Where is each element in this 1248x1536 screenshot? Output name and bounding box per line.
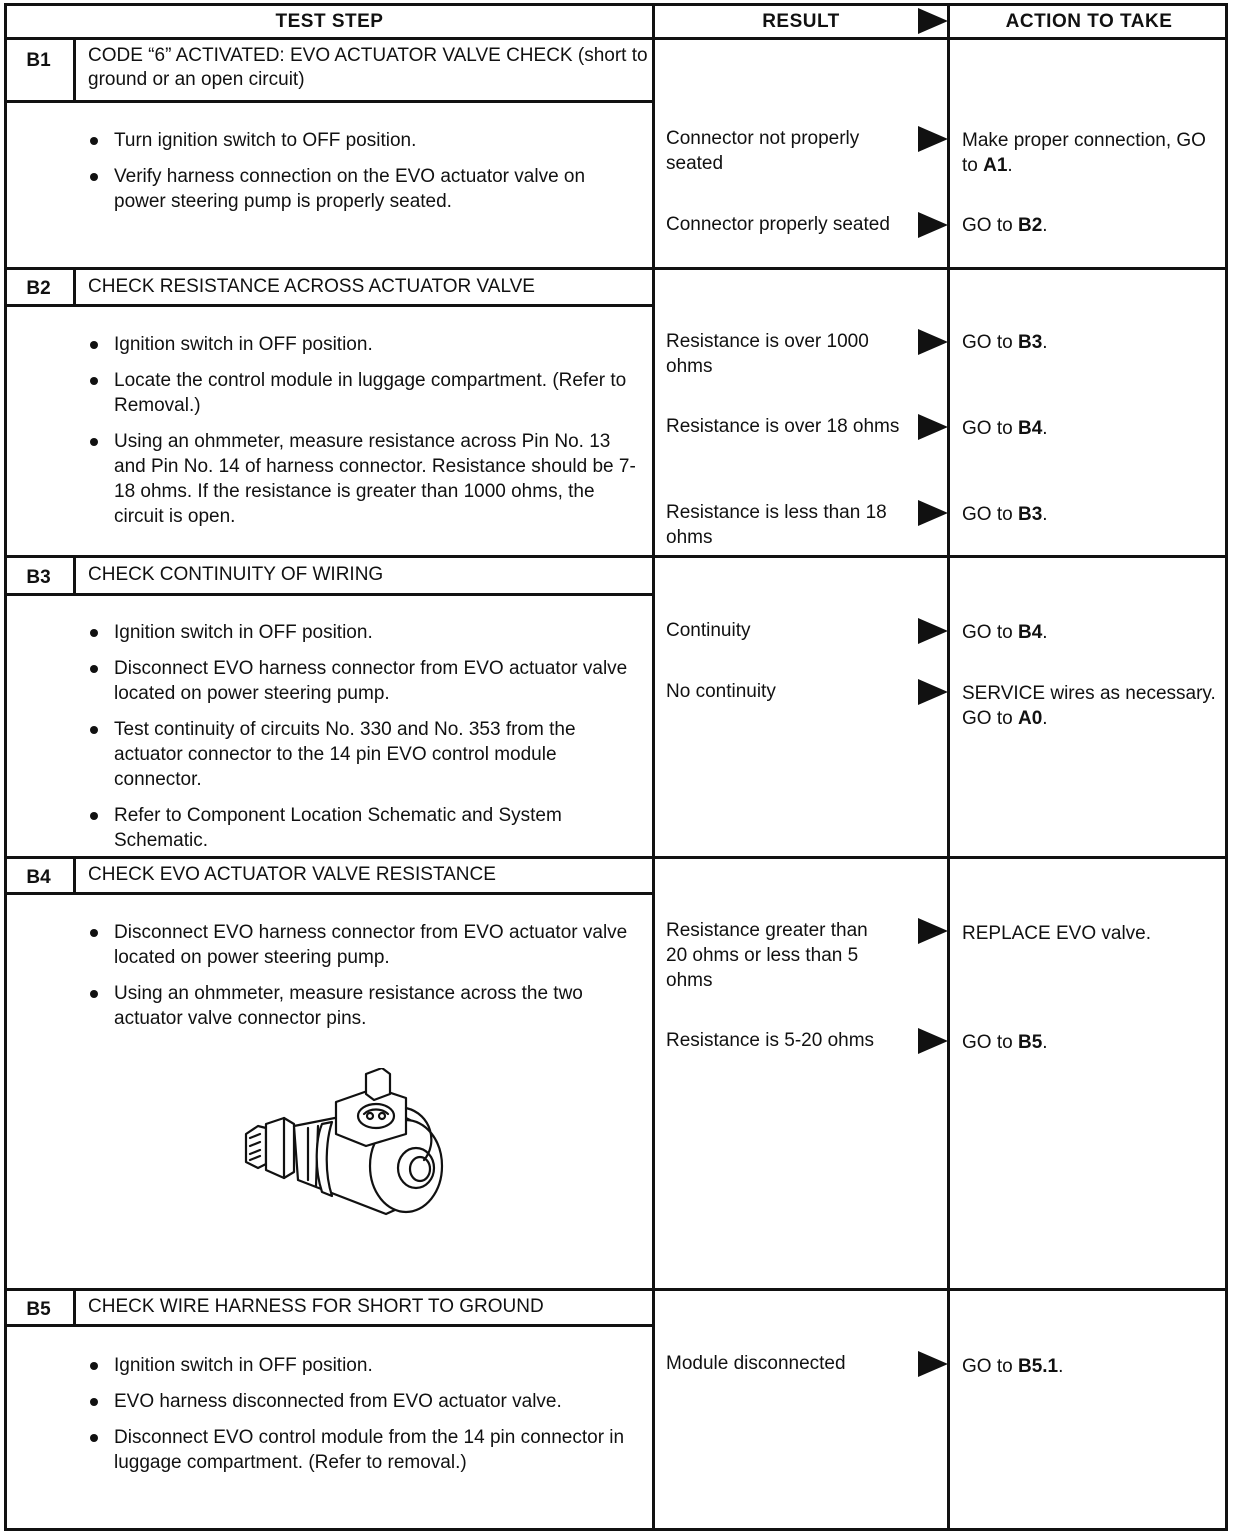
action-text: REPLACE EVO valve. bbox=[962, 923, 1152, 944]
arrow-icon bbox=[918, 126, 948, 152]
instruction-item: Verify harness connection on the EVO actuator valve on power steering pump is properly seated. bbox=[88, 164, 640, 214]
instruction-item: Test continuity of circuits No. 330 and No. 353 from the actuator connector to the 14 pin EVO control module connector. bbox=[88, 717, 640, 792]
instruction-item: Ignition switch in OFF position. bbox=[88, 620, 640, 645]
instruction-item: Refer to Component Location Schematic and System Schematic. bbox=[88, 803, 640, 853]
result-text: No continuity bbox=[666, 681, 776, 702]
instruction-item: Ignition switch in OFF position. bbox=[88, 1353, 640, 1378]
column-divider-result bbox=[652, 3, 655, 1531]
result-text: Resistance is over 1000 ohms bbox=[666, 331, 869, 377]
arrow-icon bbox=[918, 329, 948, 355]
step-id: B1 bbox=[4, 40, 76, 100]
instruction-item: EVO harness disconnected from EVO actuator valve. bbox=[88, 1389, 640, 1414]
action-text: GO to B3. bbox=[962, 504, 1048, 525]
instruction-item: Using an ohmmeter, measure resistance across Pin No. 13 and Pin No. 14 of harness connector. Resistance should be 7-18 ohms. If the resistance is greater than 1000 ohms, the circuit is open. bbox=[88, 429, 640, 529]
action-text: GO to B2. bbox=[962, 215, 1048, 236]
step-b5-instructions bbox=[88, 1353, 640, 1486]
instruction-item: Disconnect EVO control module from the 14 pin connector in luggage compartment. (Refer to removal.) bbox=[88, 1425, 640, 1475]
header-result: RESULT bbox=[762, 10, 840, 32]
action-text: Make proper connection, GO to A1. bbox=[962, 130, 1206, 176]
action-text: GO to B4. bbox=[962, 418, 1048, 439]
step-header-b3 bbox=[4, 558, 652, 596]
instruction-item: Locate the control module in luggage compartment. (Refer to Removal.) bbox=[88, 368, 640, 418]
instruction-item: Ignition switch in OFF position. bbox=[88, 332, 640, 357]
action-text: GO to B3. bbox=[962, 332, 1048, 353]
step-title: CHECK WIRE HARNESS FOR SHORT TO GROUND bbox=[88, 1296, 544, 1317]
result-text: Connector properly seated bbox=[666, 214, 890, 235]
arrow-icon bbox=[918, 618, 948, 644]
instruction-item: Turn ignition switch to OFF position. bbox=[88, 128, 640, 153]
arrow-icon bbox=[918, 1028, 948, 1054]
arrow-icon bbox=[918, 918, 948, 944]
result-text: Module disconnected bbox=[666, 1353, 846, 1374]
instruction-item: Disconnect EVO harness connector from EVO actuator valve located on power steering pump. bbox=[88, 656, 640, 706]
evo-actuator-valve-illustration bbox=[236, 1068, 456, 1228]
header-test-step: TEST STEP bbox=[275, 10, 384, 32]
step-b2-instructions bbox=[88, 332, 640, 540]
step-b1-instructions bbox=[88, 128, 640, 225]
step-title: CHECK EVO ACTUATOR VALVE RESISTANCE bbox=[88, 864, 496, 885]
result-text: Connector not properly seated bbox=[666, 128, 860, 174]
step-header-b4 bbox=[4, 859, 652, 895]
result-text: Resistance is less than 18 ohms bbox=[666, 502, 887, 548]
action-text: GO to B5.1. bbox=[962, 1356, 1064, 1377]
step-id: B4 bbox=[4, 859, 76, 892]
result-text: Resistance is over 18 ohms bbox=[666, 416, 900, 437]
step-id: B3 bbox=[4, 558, 76, 593]
arrow-icon bbox=[918, 212, 948, 238]
step-title: CODE “6” ACTIVATED: EVO ACTUATOR VALVE CHECK (short to ground or an open circuit) bbox=[88, 45, 648, 90]
arrow-icon bbox=[918, 1351, 948, 1377]
step-title: CHECK CONTINUITY OF WIRING bbox=[88, 564, 384, 585]
action-text: SERVICE wires as necessary. GO to A0. bbox=[962, 683, 1216, 729]
step-id: B2 bbox=[4, 270, 76, 304]
result-text: Continuity bbox=[666, 620, 751, 641]
step-header-b2 bbox=[4, 270, 652, 307]
step-title: CHECK RESISTANCE ACROSS ACTUATOR VALVE bbox=[88, 276, 535, 297]
action-text: GO to B4. bbox=[962, 622, 1048, 643]
step-b4-instructions bbox=[88, 920, 640, 1042]
header-arrow-icon bbox=[918, 8, 948, 34]
instruction-item: Using an ohmmeter, measure resistance across the two actuator valve connector pins. bbox=[88, 981, 640, 1031]
result-text: Resistance is 5-20 ohms bbox=[666, 1030, 875, 1051]
step-header-b1 bbox=[4, 40, 652, 103]
instruction-item: Disconnect EVO harness connector from EVO actuator valve located on power steering pump. bbox=[88, 920, 640, 970]
arrow-icon bbox=[918, 414, 948, 440]
result-text: Resistance greater than 20 ohms or less than 5 ohms bbox=[666, 920, 868, 991]
arrow-icon bbox=[918, 500, 948, 526]
step-id: B5 bbox=[4, 1291, 76, 1324]
arrow-icon bbox=[918, 679, 948, 705]
step-header-b5 bbox=[4, 1291, 652, 1327]
action-text: GO to B5. bbox=[962, 1032, 1048, 1053]
step-b3-instructions bbox=[88, 620, 640, 864]
header-action: ACTION TO TAKE bbox=[1005, 10, 1173, 32]
